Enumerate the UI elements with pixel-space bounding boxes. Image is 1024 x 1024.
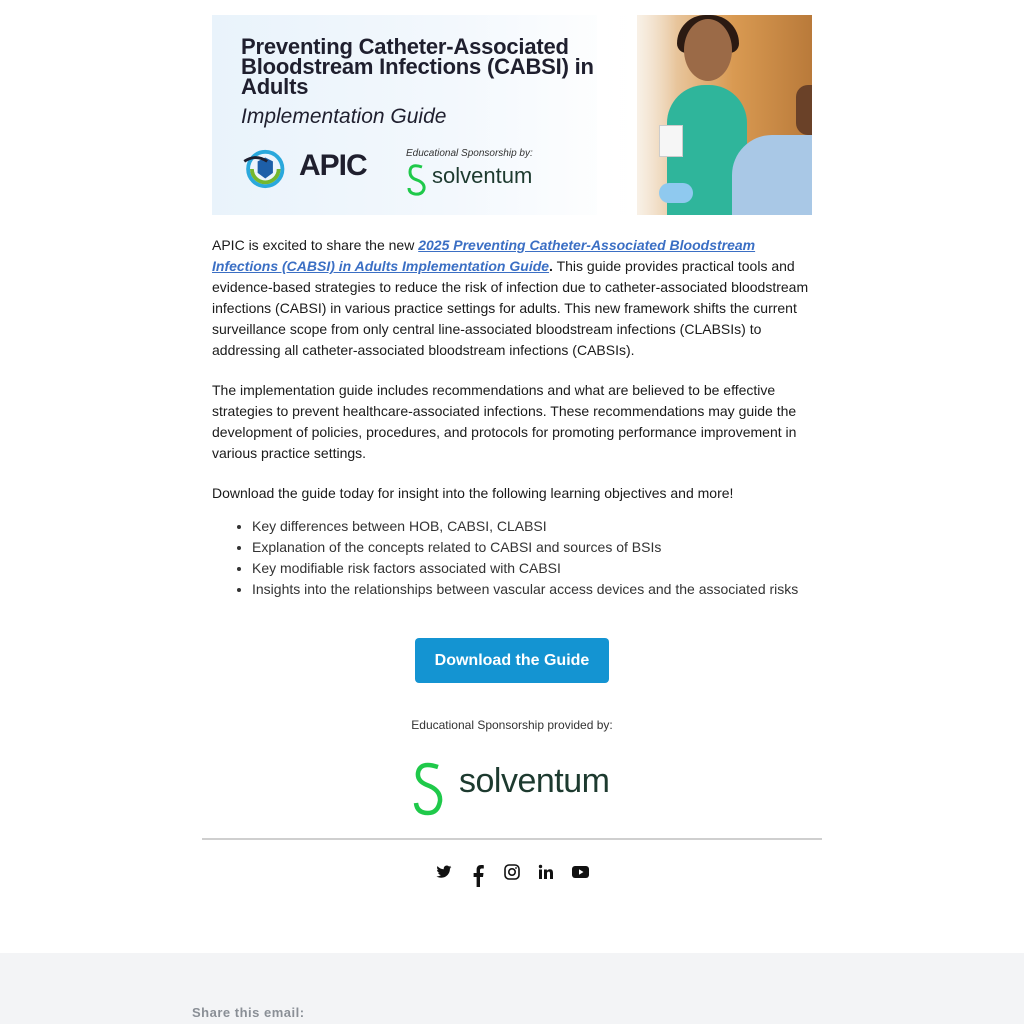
sponsorship-label: Educational Sponsorship provided by:	[411, 718, 613, 732]
intro-rest: This guide provides practical tools and evidence-based strategies to reduce the risk of infection due to catheter-associated bloodstream infections (CABSI) in various practice settings for adults. This new framework shifts the current surveillance scope from only central line-associated bloodstream infections (CLABSIs) to addressing all catheter-associated bloodstream infections (CABSIs).	[212, 258, 809, 358]
list-item: • Key differences between HOB, CABSI, CLABSI	[252, 516, 872, 537]
apic-logo-text: APIC	[299, 149, 367, 182]
footer	[0, 953, 1024, 1024]
banner-sponsorship-label: Educational Sponsorship by:	[406, 148, 533, 159]
solventum-mark-icon	[404, 161, 430, 197]
list-item: • Insights into the relationships between vascular access devices and the associated risks	[252, 579, 872, 600]
banner-subtitle: Implementation Guide	[241, 105, 447, 128]
download-guide-button[interactable]: Download the Guide	[415, 638, 609, 683]
guide-link[interactable]: 2025 Preventing Catheter-Associated Bloodstream Infections (CABSI) in Adults Implementation Guide	[212, 237, 756, 274]
recommendations-paragraph: The implementation guide includes recommendations and what are believed to be effective strategies to prevent healthcare-associated infections. These recommendations may guide the development of policies, procedures, and protocols for promoting performance improvement in various practice settings.	[212, 382, 797, 461]
download-paragraph: Download the guide today for insight into the following learning objectives and more!	[212, 485, 734, 501]
apic-logo-icon	[241, 148, 301, 190]
twitter-icon[interactable]	[434, 862, 454, 882]
intro-text: APIC is excited to share the new	[212, 237, 419, 253]
share-email-label: Share this email:	[192, 1005, 305, 1020]
list-item: • Explanation of the concepts related to CABSI and sources of BSIs	[252, 537, 872, 558]
facebook-icon[interactable]	[468, 866, 488, 886]
learning-objectives-list	[212, 516, 872, 600]
list-item: • Key modifiable risk factors associated with CABSI	[252, 558, 872, 579]
solventum-logo-text: solventum	[459, 762, 610, 800]
header-banner	[212, 15, 812, 215]
nurse-photo	[637, 15, 812, 215]
intro-period: .	[549, 258, 553, 274]
youtube-icon[interactable]	[570, 862, 590, 882]
social-links	[0, 862, 1024, 886]
banner-sponsor-logo-text: solventum	[432, 163, 533, 188]
linkedin-icon[interactable]	[536, 862, 556, 882]
instagram-icon[interactable]	[502, 862, 522, 882]
banner-title: Preventing Catheter-Associated Bloodstream Infections (CABSI) in Adults	[241, 34, 594, 99]
intro-paragraph	[212, 235, 812, 361]
divider	[202, 838, 822, 840]
solventum-logo-icon	[410, 758, 458, 818]
